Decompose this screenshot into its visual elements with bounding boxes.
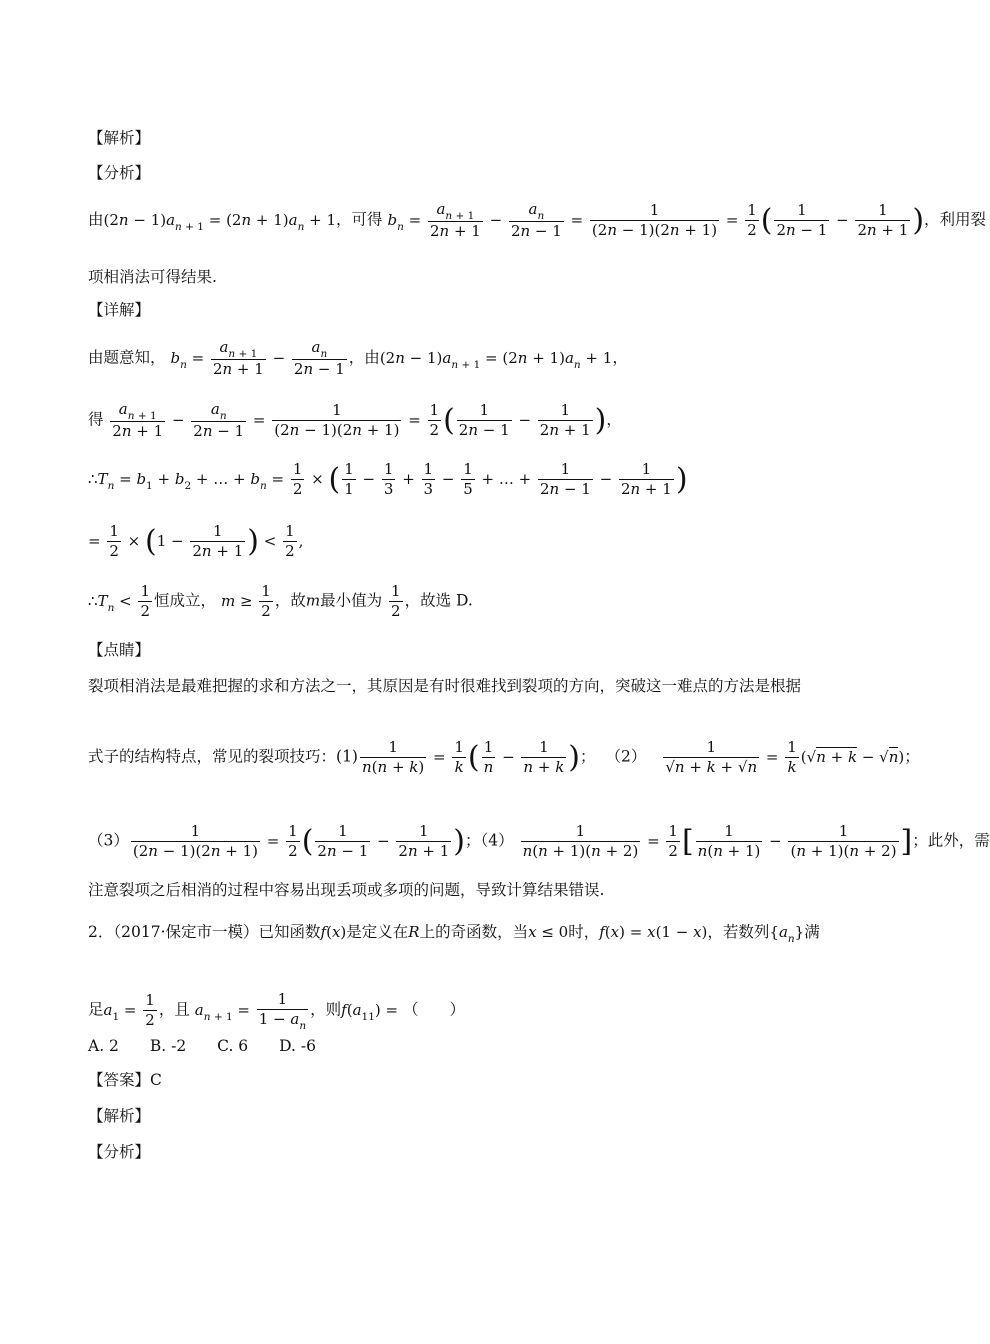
q2-line2-d: （ ）: [403, 1000, 466, 1019]
section-heading-fenxi: 【分析】: [88, 164, 151, 182]
section-heading-jiexi: 【解析】: [88, 129, 151, 147]
tips-item3-label: （3）: [88, 831, 129, 850]
section-heading-xiangjie: 【详解】: [88, 301, 151, 319]
x-condition: x ≤ 0: [528, 923, 569, 941]
analysis-suffix: ，利用裂: [924, 210, 987, 229]
tn-result-formula: = $\frac{1}{2}$ × (1 − $\frac{1}{2n + 1}$ ) < $\frac{1}{2}$ ,: [88, 522, 304, 560]
recurrence-formula: $(2n - 1)a_{n + 1} = (2n + 1)a_n + 1$: [103, 210, 337, 233]
section-heading-fenxi-2: 【分析】: [88, 1143, 151, 1161]
a1-value: $a_1$ = $\frac{1}{2}$: [103, 991, 155, 1029]
tips-line2-prefix: 式子的结构特点，常见的裂项技巧：: [88, 747, 337, 766]
tips-sep-3: ；: [464, 831, 481, 850]
fx-definition: f(x) = x(1 − x): [599, 923, 708, 941]
bn-definition: $b_n$ = $\frac{a_{n + 1}}{2n + 1}$ − $\frac{a_n}{2n - 1}$: [170, 338, 345, 378]
detail-p2-end: ，: [606, 410, 622, 429]
section-heading-dianjing: 【点睛】: [88, 641, 151, 659]
tips-line-2: [88, 738, 920, 777]
answer-line: 【答案】C: [88, 1071, 162, 1089]
question-number: 2．: [88, 923, 114, 941]
q2-text-e: ，若数列: [707, 923, 770, 941]
var-m: m: [305, 591, 321, 610]
detail-p5-a: 恒成立，: [153, 591, 216, 610]
tips-line-4: 注意裂项之后相消的过程中容易出现丢项或多项的问题，导致计算结果错误.: [88, 881, 605, 899]
detail-p1-prefix: 由题意知，: [88, 348, 166, 367]
m-bound: m ≥ $\frac{1}{2}$: [220, 582, 271, 620]
tips-line-1: 裂项相消法是最难把握的求和方法之一，其原因是有时很难找到裂项的方向，突破这一难点的方法是根据: [88, 677, 802, 695]
tn-bound: $\therefore T_n$ < $\frac{1}{2}$: [88, 582, 150, 620]
tips-line-3: [88, 822, 990, 861]
detail-p5-d: ，故选 D.: [404, 591, 473, 610]
tips-sep-1: ；: [580, 747, 596, 766]
detail-line-4: [88, 522, 303, 561]
question-2-line-1: [88, 922, 820, 944]
split-formula: $\frac{a_{n + 1}}{2n + 1}$ − $\frac{a_n}{2n - 1}$ = $\frac{1}{(2n - 1)(2n + 1)}$ = $\frac{1}{2}$ ( $\frac{1}{2n - 1}$ − $\frac{1}{2n + 1}$ ): [112, 400, 607, 440]
q2-text-c: 上的奇函数，当: [419, 923, 529, 941]
answer-options: [88, 1036, 316, 1056]
r-symbol: R: [408, 923, 420, 941]
detail-line-5: [88, 582, 473, 621]
detail-p5-b: ，故: [274, 591, 306, 610]
split-technique-1: $\frac{1}{n(n + k)}$ = $\frac{1}{k}$ ( $\frac{1}{n}$ − $\frac{1}{n + k}$ ): [361, 738, 580, 776]
tips-sep-2: ；: [904, 747, 920, 766]
detail-p1-end: ，: [612, 348, 628, 367]
tips-item4-label: （4）: [480, 831, 514, 850]
analysis-mid: ，可得: [336, 210, 383, 229]
q2-text-f: 满: [804, 923, 820, 941]
fx-symbol: f(x): [320, 923, 347, 941]
split-technique-2: $\frac{1}{√n + k + √n}$ = $\frac{1}{k}$ (√n + k − √n): [665, 738, 905, 776]
f-a11: $f(a_{11})$ =: [341, 1000, 399, 1023]
tips-item1-label: (1): [336, 747, 358, 766]
q2-text-a: 已知函数: [258, 923, 321, 941]
sequence-symbol: $\{a_n\}$: [769, 923, 805, 945]
analysis-prefix: 由: [88, 210, 104, 229]
tips-item2-label: （2）: [605, 747, 647, 766]
min-value: $\frac{1}{2}$: [391, 582, 401, 620]
analysis-line2: 项相消法可得结果.: [88, 268, 217, 286]
q2-line2-b: ，且: [158, 1000, 190, 1019]
recurrence-formula-2: $(2n - 1)a_{n + 1} = (2n + 1)a_n + 1$: [379, 348, 613, 371]
option-d: D. -6: [279, 1037, 316, 1055]
split-technique-3: $\frac{1}{(2n - 1)(2n + 1)}$ = $\frac{1}{2}$ ( $\frac{1}{2n - 1}$ − $\frac{1}{2n + 1}$ ): [132, 822, 465, 860]
analysis-formula-line: [88, 200, 986, 241]
split-technique-4: $\frac{1}{n(n + 1)(n + 2)}$ = $\frac{1}{2}$ [ $\frac{1}{n(n + 1)}$ − $\frac{1}{(n + 1)(n + 2)}$ ]: [522, 822, 913, 860]
a-recurrence: $a_{n + 1}$ = $\frac{1}{1 - a_n}$: [194, 990, 307, 1032]
option-a: A. 2: [88, 1037, 119, 1055]
detail-line-1: [88, 338, 628, 379]
detail-p1-mid: ，由: [348, 348, 380, 367]
tips-line3-end: ；此外，需: [912, 831, 990, 850]
question-source: （2017·保定市一模）: [113, 923, 259, 941]
detail-line-3: [88, 460, 688, 499]
q2-line2-c: ，则: [310, 1000, 342, 1019]
question-2-line-2: [88, 990, 465, 1031]
tn-sum-formula: $\therefore T_n = b_1 + b_2$ + … + $b_n$ = $\frac{1}{2}$ × ( $\frac{1}{1}$ − $\frac{1}{3}$ + $\frac{1}{3}$ − $\frac{1}{5}$ + … + $\frac{1}{2n - 1}$ − $\frac{1}{2n + 1}$ ): [88, 460, 688, 498]
detail-p2-prefix: 得: [88, 410, 104, 429]
option-b: B. -2: [149, 1037, 187, 1055]
section-heading-jiexi-2: 【解析】: [88, 1107, 151, 1125]
detail-line-2: [88, 400, 622, 441]
q2-text-b: 是定义在: [346, 923, 409, 941]
detail-p5-c: 最小值为: [320, 591, 383, 610]
q2-text-d: 时，: [568, 923, 600, 941]
option-c: C. 6: [217, 1037, 249, 1055]
bn-formula: $b_n$ = $\frac{a_{n + 1}}{2n + 1}$ − $\frac{a_n}{2n - 1}$ = $\frac{1}{(2n - 1)(2n + 1)}$ = $\frac{1}{2}$ ( $\frac{1}{2n - 1}$ − $\frac{1}{2n + 1}$ ): [387, 200, 925, 240]
q2-line2-a: 足: [88, 1000, 104, 1019]
